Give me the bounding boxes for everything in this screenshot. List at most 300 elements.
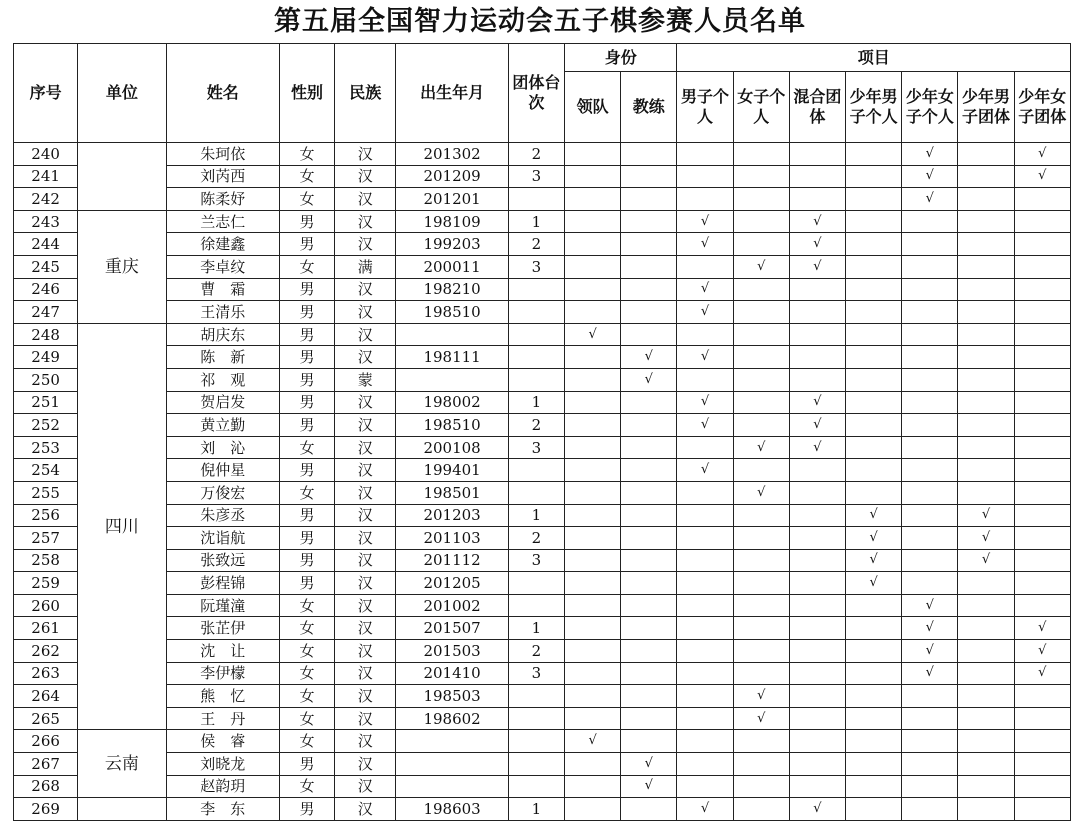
cell-leader <box>564 775 620 798</box>
table-row <box>14 414 1071 437</box>
cell-birth <box>396 368 508 391</box>
cell-mixed-team <box>789 662 845 685</box>
cell-leader <box>564 549 620 572</box>
cell-women-individual <box>733 617 789 640</box>
cell-leader <box>564 481 620 504</box>
cell-men-individual <box>677 504 733 527</box>
cell-men-individual <box>677 594 733 617</box>
cell-leader <box>564 707 620 730</box>
table-header <box>14 44 1071 143</box>
cell-coach: √ <box>621 753 677 776</box>
cell-team-order <box>508 459 564 482</box>
cell-coach <box>621 301 677 324</box>
header-youth-women-team: 少年女子团体 <box>1014 72 1070 143</box>
cell-youth-women-individual <box>902 730 958 753</box>
cell-name: 徐建鑫 <box>166 233 279 256</box>
cell-youth-men-individual <box>846 165 902 188</box>
cell-mixed-team: √ <box>789 210 845 233</box>
cell-ethnicity: 汉 <box>335 572 396 595</box>
header-youth-men-individual: 少年男子个人 <box>846 72 902 143</box>
cell-coach <box>621 504 677 527</box>
cell-coach <box>621 707 677 730</box>
table-row <box>14 165 1071 188</box>
cell-leader <box>564 188 620 211</box>
cell-gender: 女 <box>279 662 334 685</box>
cell-women-individual <box>733 798 789 821</box>
table-row <box>14 730 1071 753</box>
cell-name: 赵韵玥 <box>166 775 279 798</box>
cell-team-order: 3 <box>508 549 564 572</box>
cell-youth-men-team <box>958 707 1014 730</box>
cell-men-individual <box>677 527 733 550</box>
header-leader: 领队 <box>564 72 620 143</box>
cell-seq: 261 <box>14 617 78 640</box>
cell-seq: 252 <box>14 414 78 437</box>
cell-coach <box>621 730 677 753</box>
cell-team-order <box>508 481 564 504</box>
cell-birth: 199203 <box>396 233 508 256</box>
header-men-individual: 男子个人 <box>677 72 733 143</box>
header-gender: 性别 <box>279 44 334 143</box>
cell-gender: 男 <box>279 459 334 482</box>
cell-ethnicity: 汉 <box>335 730 396 753</box>
cell-youth-women-individual <box>902 504 958 527</box>
cell-birth: 198510 <box>396 414 508 437</box>
cell-men-individual <box>677 549 733 572</box>
cell-youth-men-individual <box>846 753 902 776</box>
cell-men-individual <box>677 143 733 166</box>
cell-team-order: 1 <box>508 210 564 233</box>
cell-name: 祁 观 <box>166 368 279 391</box>
cell-youth-women-individual <box>902 278 958 301</box>
cell-youth-men-individual <box>846 278 902 301</box>
cell-youth-women-team <box>1014 391 1070 414</box>
cell-youth-men-team <box>958 210 1014 233</box>
cell-team-order <box>508 594 564 617</box>
cell-youth-women-team <box>1014 414 1070 437</box>
cell-youth-women-team <box>1014 210 1070 233</box>
cell-leader <box>564 346 620 369</box>
cell-seq: 267 <box>14 753 78 776</box>
cell-birth: 201209 <box>396 165 508 188</box>
cell-seq: 247 <box>14 301 78 324</box>
cell-gender: 女 <box>279 730 334 753</box>
cell-men-individual: √ <box>677 346 733 369</box>
cell-mixed-team <box>789 572 845 595</box>
cell-gender: 女 <box>279 436 334 459</box>
cell-youth-women-individual <box>902 775 958 798</box>
cell-youth-men-individual: √ <box>846 549 902 572</box>
cell-team-order: 2 <box>508 143 564 166</box>
cell-men-individual <box>677 368 733 391</box>
cell-birth: 201002 <box>396 594 508 617</box>
cell-gender: 男 <box>279 278 334 301</box>
cell-youth-men-team <box>958 753 1014 776</box>
cell-seq: 266 <box>14 730 78 753</box>
cell-youth-women-individual: √ <box>902 188 958 211</box>
cell-coach <box>621 210 677 233</box>
cell-leader <box>564 572 620 595</box>
header-seq: 序号 <box>14 44 78 143</box>
cell-women-individual <box>733 753 789 776</box>
cell-birth: 201112 <box>396 549 508 572</box>
cell-birth <box>396 730 508 753</box>
page-title: 第五届全国智力运动会五子棋参赛人员名单 <box>274 6 806 37</box>
cell-youth-women-team: √ <box>1014 662 1070 685</box>
cell-ethnicity: 汉 <box>335 436 396 459</box>
cell-gender: 女 <box>279 775 334 798</box>
cell-name: 张芷伊 <box>166 617 279 640</box>
cell-youth-women-individual <box>902 301 958 324</box>
cell-youth-women-team <box>1014 278 1070 301</box>
cell-team-order: 3 <box>508 662 564 685</box>
cell-birth: 198111 <box>396 346 508 369</box>
table-row <box>14 549 1071 572</box>
cell-youth-men-individual <box>846 233 902 256</box>
cell-youth-women-team <box>1014 346 1070 369</box>
cell-leader <box>564 143 620 166</box>
table-row <box>14 301 1071 324</box>
cell-seq: 255 <box>14 481 78 504</box>
cell-youth-men-team <box>958 481 1014 504</box>
cell-men-individual: √ <box>677 233 733 256</box>
cell-seq: 240 <box>14 143 78 166</box>
table-row <box>14 210 1071 233</box>
cell-youth-men-individual <box>846 662 902 685</box>
cell-coach <box>621 459 677 482</box>
cell-youth-men-team <box>958 165 1014 188</box>
cell-youth-men-individual <box>846 798 902 821</box>
cell-birth <box>396 753 508 776</box>
header-youth-women-individual: 少年女子个人 <box>902 72 958 143</box>
cell-name: 王 丹 <box>166 707 279 730</box>
cell-youth-men-team <box>958 255 1014 278</box>
cell-youth-women-team <box>1014 730 1070 753</box>
cell-youth-women-individual <box>902 572 958 595</box>
cell-youth-men-individual <box>846 414 902 437</box>
cell-youth-men-team: √ <box>958 527 1014 550</box>
cell-women-individual <box>733 301 789 324</box>
cell-youth-women-individual: √ <box>902 594 958 617</box>
roster-table <box>13 43 1071 821</box>
cell-gender: 女 <box>279 255 334 278</box>
cell-men-individual <box>677 730 733 753</box>
cell-women-individual <box>733 233 789 256</box>
cell-youth-women-team <box>1014 572 1070 595</box>
table-row <box>14 617 1071 640</box>
cell-youth-women-individual <box>902 391 958 414</box>
cell-ethnicity: 汉 <box>335 753 396 776</box>
cell-name: 贺启发 <box>166 391 279 414</box>
cell-gender: 女 <box>279 143 334 166</box>
table-row <box>14 572 1071 595</box>
cell-youth-men-team: √ <box>958 549 1014 572</box>
cell-name: 阮瑾潼 <box>166 594 279 617</box>
cell-youth-women-team <box>1014 707 1070 730</box>
cell-mixed-team <box>789 323 845 346</box>
table-row <box>14 459 1071 482</box>
cell-ethnicity: 汉 <box>335 165 396 188</box>
cell-youth-men-team <box>958 233 1014 256</box>
cell-mixed-team <box>789 301 845 324</box>
cell-youth-women-team <box>1014 504 1070 527</box>
cell-mixed-team <box>789 730 845 753</box>
cell-youth-women-team <box>1014 255 1070 278</box>
cell-ethnicity: 汉 <box>335 685 396 708</box>
cell-gender: 男 <box>279 504 334 527</box>
cell-team-order: 3 <box>508 165 564 188</box>
cell-leader <box>564 414 620 437</box>
cell-youth-men-team <box>958 617 1014 640</box>
cell-team-order <box>508 278 564 301</box>
cell-youth-women-individual: √ <box>902 617 958 640</box>
cell-men-individual: √ <box>677 278 733 301</box>
cell-name: 朱珂依 <box>166 143 279 166</box>
cell-women-individual <box>733 210 789 233</box>
cell-youth-women-individual: √ <box>902 165 958 188</box>
cell-leader <box>564 368 620 391</box>
cell-men-individual: √ <box>677 798 733 821</box>
cell-mixed-team: √ <box>789 233 845 256</box>
cell-youth-men-team <box>958 730 1014 753</box>
cell-birth: 198603 <box>396 798 508 821</box>
cell-women-individual <box>733 730 789 753</box>
table-row <box>14 346 1071 369</box>
cell-birth: 198510 <box>396 301 508 324</box>
cell-ethnicity: 汉 <box>335 798 396 821</box>
cell-youth-women-individual <box>902 210 958 233</box>
cell-youth-women-individual: √ <box>902 640 958 663</box>
cell-youth-women-individual <box>902 436 958 459</box>
cell-youth-men-team <box>958 414 1014 437</box>
table-row <box>14 662 1071 685</box>
cell-gender: 女 <box>279 685 334 708</box>
cell-seq: 262 <box>14 640 78 663</box>
cell-youth-men-individual <box>846 707 902 730</box>
cell-team-order: 2 <box>508 414 564 437</box>
cell-men-individual <box>677 436 733 459</box>
cell-team-order: 1 <box>508 617 564 640</box>
cell-unit: 重庆 <box>78 210 166 323</box>
cell-name: 刘 沁 <box>166 436 279 459</box>
cell-birth <box>396 323 508 346</box>
cell-youth-men-individual <box>846 210 902 233</box>
cell-leader: √ <box>564 323 620 346</box>
cell-seq: 268 <box>14 775 78 798</box>
cell-team-order <box>508 188 564 211</box>
cell-youth-men-team <box>958 368 1014 391</box>
cell-seq: 251 <box>14 391 78 414</box>
cell-gender: 男 <box>279 798 334 821</box>
cell-ethnicity: 汉 <box>335 143 396 166</box>
header-identity: 身份 <box>564 44 676 72</box>
cell-youth-men-individual: √ <box>846 527 902 550</box>
cell-gender: 男 <box>279 301 334 324</box>
cell-men-individual <box>677 481 733 504</box>
cell-mixed-team <box>789 549 845 572</box>
cell-women-individual: √ <box>733 707 789 730</box>
cell-mixed-team <box>789 143 845 166</box>
cell-team-order <box>508 323 564 346</box>
cell-seq: 264 <box>14 685 78 708</box>
cell-women-individual <box>733 594 789 617</box>
cell-gender: 女 <box>279 707 334 730</box>
cell-mixed-team <box>789 753 845 776</box>
cell-women-individual: √ <box>733 481 789 504</box>
cell-youth-men-individual <box>846 346 902 369</box>
cell-youth-women-team <box>1014 368 1070 391</box>
cell-birth: 201205 <box>396 572 508 595</box>
cell-leader <box>564 685 620 708</box>
header-youth-men-team: 少年男子团体 <box>958 72 1014 143</box>
cell-mixed-team <box>789 707 845 730</box>
cell-gender: 男 <box>279 549 334 572</box>
cell-ethnicity: 汉 <box>335 527 396 550</box>
header-unit: 单位 <box>78 44 166 143</box>
cell-gender: 男 <box>279 753 334 776</box>
table-row <box>14 188 1071 211</box>
cell-team-order <box>508 775 564 798</box>
header-women-individual: 女子个人 <box>733 72 789 143</box>
cell-women-individual <box>733 459 789 482</box>
cell-ethnicity: 蒙 <box>335 368 396 391</box>
cell-men-individual <box>677 640 733 663</box>
cell-seq: 257 <box>14 527 78 550</box>
cell-leader <box>564 301 620 324</box>
cell-youth-women-individual <box>902 323 958 346</box>
cell-gender: 女 <box>279 481 334 504</box>
cell-gender: 女 <box>279 165 334 188</box>
cell-mixed-team <box>789 481 845 504</box>
cell-mixed-team <box>789 775 845 798</box>
cell-men-individual <box>677 617 733 640</box>
cell-leader <box>564 278 620 301</box>
cell-mixed-team <box>789 504 845 527</box>
cell-birth: 201203 <box>396 504 508 527</box>
table-row <box>14 481 1071 504</box>
cell-leader <box>564 210 620 233</box>
cell-youth-women-team <box>1014 775 1070 798</box>
cell-women-individual <box>733 391 789 414</box>
cell-youth-women-individual <box>902 459 958 482</box>
cell-mixed-team <box>789 278 845 301</box>
cell-birth: 201302 <box>396 143 508 166</box>
cell-gender: 女 <box>279 640 334 663</box>
cell-coach <box>621 165 677 188</box>
cell-gender: 女 <box>279 594 334 617</box>
cell-youth-men-individual <box>846 255 902 278</box>
cell-mixed-team <box>789 685 845 708</box>
cell-coach <box>621 549 677 572</box>
table-row <box>14 323 1071 346</box>
cell-youth-men-individual: √ <box>846 504 902 527</box>
cell-youth-men-team <box>958 346 1014 369</box>
cell-leader <box>564 640 620 663</box>
cell-seq: 245 <box>14 255 78 278</box>
cell-youth-men-individual <box>846 685 902 708</box>
table-row <box>14 368 1071 391</box>
cell-birth: 200011 <box>396 255 508 278</box>
cell-team-order <box>508 301 564 324</box>
cell-men-individual <box>677 255 733 278</box>
cell-coach <box>621 143 677 166</box>
cell-seq: 244 <box>14 233 78 256</box>
cell-team-order: 1 <box>508 798 564 821</box>
cell-leader: √ <box>564 730 620 753</box>
cell-youth-men-individual <box>846 301 902 324</box>
cell-women-individual <box>733 165 789 188</box>
cell-youth-women-team <box>1014 188 1070 211</box>
cell-leader <box>564 233 620 256</box>
cell-men-individual <box>677 165 733 188</box>
cell-youth-men-individual <box>846 368 902 391</box>
cell-youth-women-individual <box>902 527 958 550</box>
cell-ethnicity: 汉 <box>335 775 396 798</box>
cell-coach <box>621 391 677 414</box>
cell-youth-women-team <box>1014 459 1070 482</box>
cell-youth-men-team <box>958 436 1014 459</box>
cell-leader <box>564 617 620 640</box>
cell-youth-women-individual <box>902 798 958 821</box>
cell-youth-women-team <box>1014 685 1070 708</box>
cell-team-order: 3 <box>508 255 564 278</box>
cell-name: 王清乐 <box>166 301 279 324</box>
cell-seq: 253 <box>14 436 78 459</box>
cell-youth-men-team <box>958 323 1014 346</box>
cell-mixed-team <box>789 640 845 663</box>
table-row <box>14 278 1071 301</box>
cell-leader <box>564 459 620 482</box>
cell-coach <box>621 188 677 211</box>
cell-name: 胡庆东 <box>166 323 279 346</box>
cell-youth-women-team: √ <box>1014 617 1070 640</box>
cell-gender: 男 <box>279 210 334 233</box>
cell-youth-women-individual <box>902 549 958 572</box>
table-row <box>14 753 1071 776</box>
cell-leader <box>564 753 620 776</box>
cell-coach <box>621 255 677 278</box>
cell-youth-men-individual <box>846 594 902 617</box>
cell-youth-women-individual <box>902 707 958 730</box>
cell-youth-women-team <box>1014 481 1070 504</box>
cell-youth-women-team <box>1014 436 1070 459</box>
cell-women-individual <box>733 188 789 211</box>
cell-gender: 男 <box>279 346 334 369</box>
cell-youth-men-individual <box>846 459 902 482</box>
cell-leader <box>564 594 620 617</box>
cell-coach <box>621 527 677 550</box>
cell-youth-men-team <box>958 798 1014 821</box>
cell-birth: 198501 <box>396 481 508 504</box>
cell-seq: 249 <box>14 346 78 369</box>
cell-youth-women-individual: √ <box>902 662 958 685</box>
cell-gender: 男 <box>279 368 334 391</box>
cell-birth: 201507 <box>396 617 508 640</box>
cell-men-individual: √ <box>677 391 733 414</box>
cell-coach <box>621 685 677 708</box>
cell-mixed-team <box>789 346 845 369</box>
cell-seq: 260 <box>14 594 78 617</box>
cell-birth: 198210 <box>396 278 508 301</box>
cell-ethnicity: 汉 <box>335 640 396 663</box>
cell-youth-men-individual: √ <box>846 572 902 595</box>
cell-youth-women-team <box>1014 753 1070 776</box>
cell-gender: 男 <box>279 391 334 414</box>
header-name: 姓名 <box>166 44 279 143</box>
cell-youth-women-team: √ <box>1014 143 1070 166</box>
cell-men-individual <box>677 685 733 708</box>
table-row <box>14 143 1071 166</box>
